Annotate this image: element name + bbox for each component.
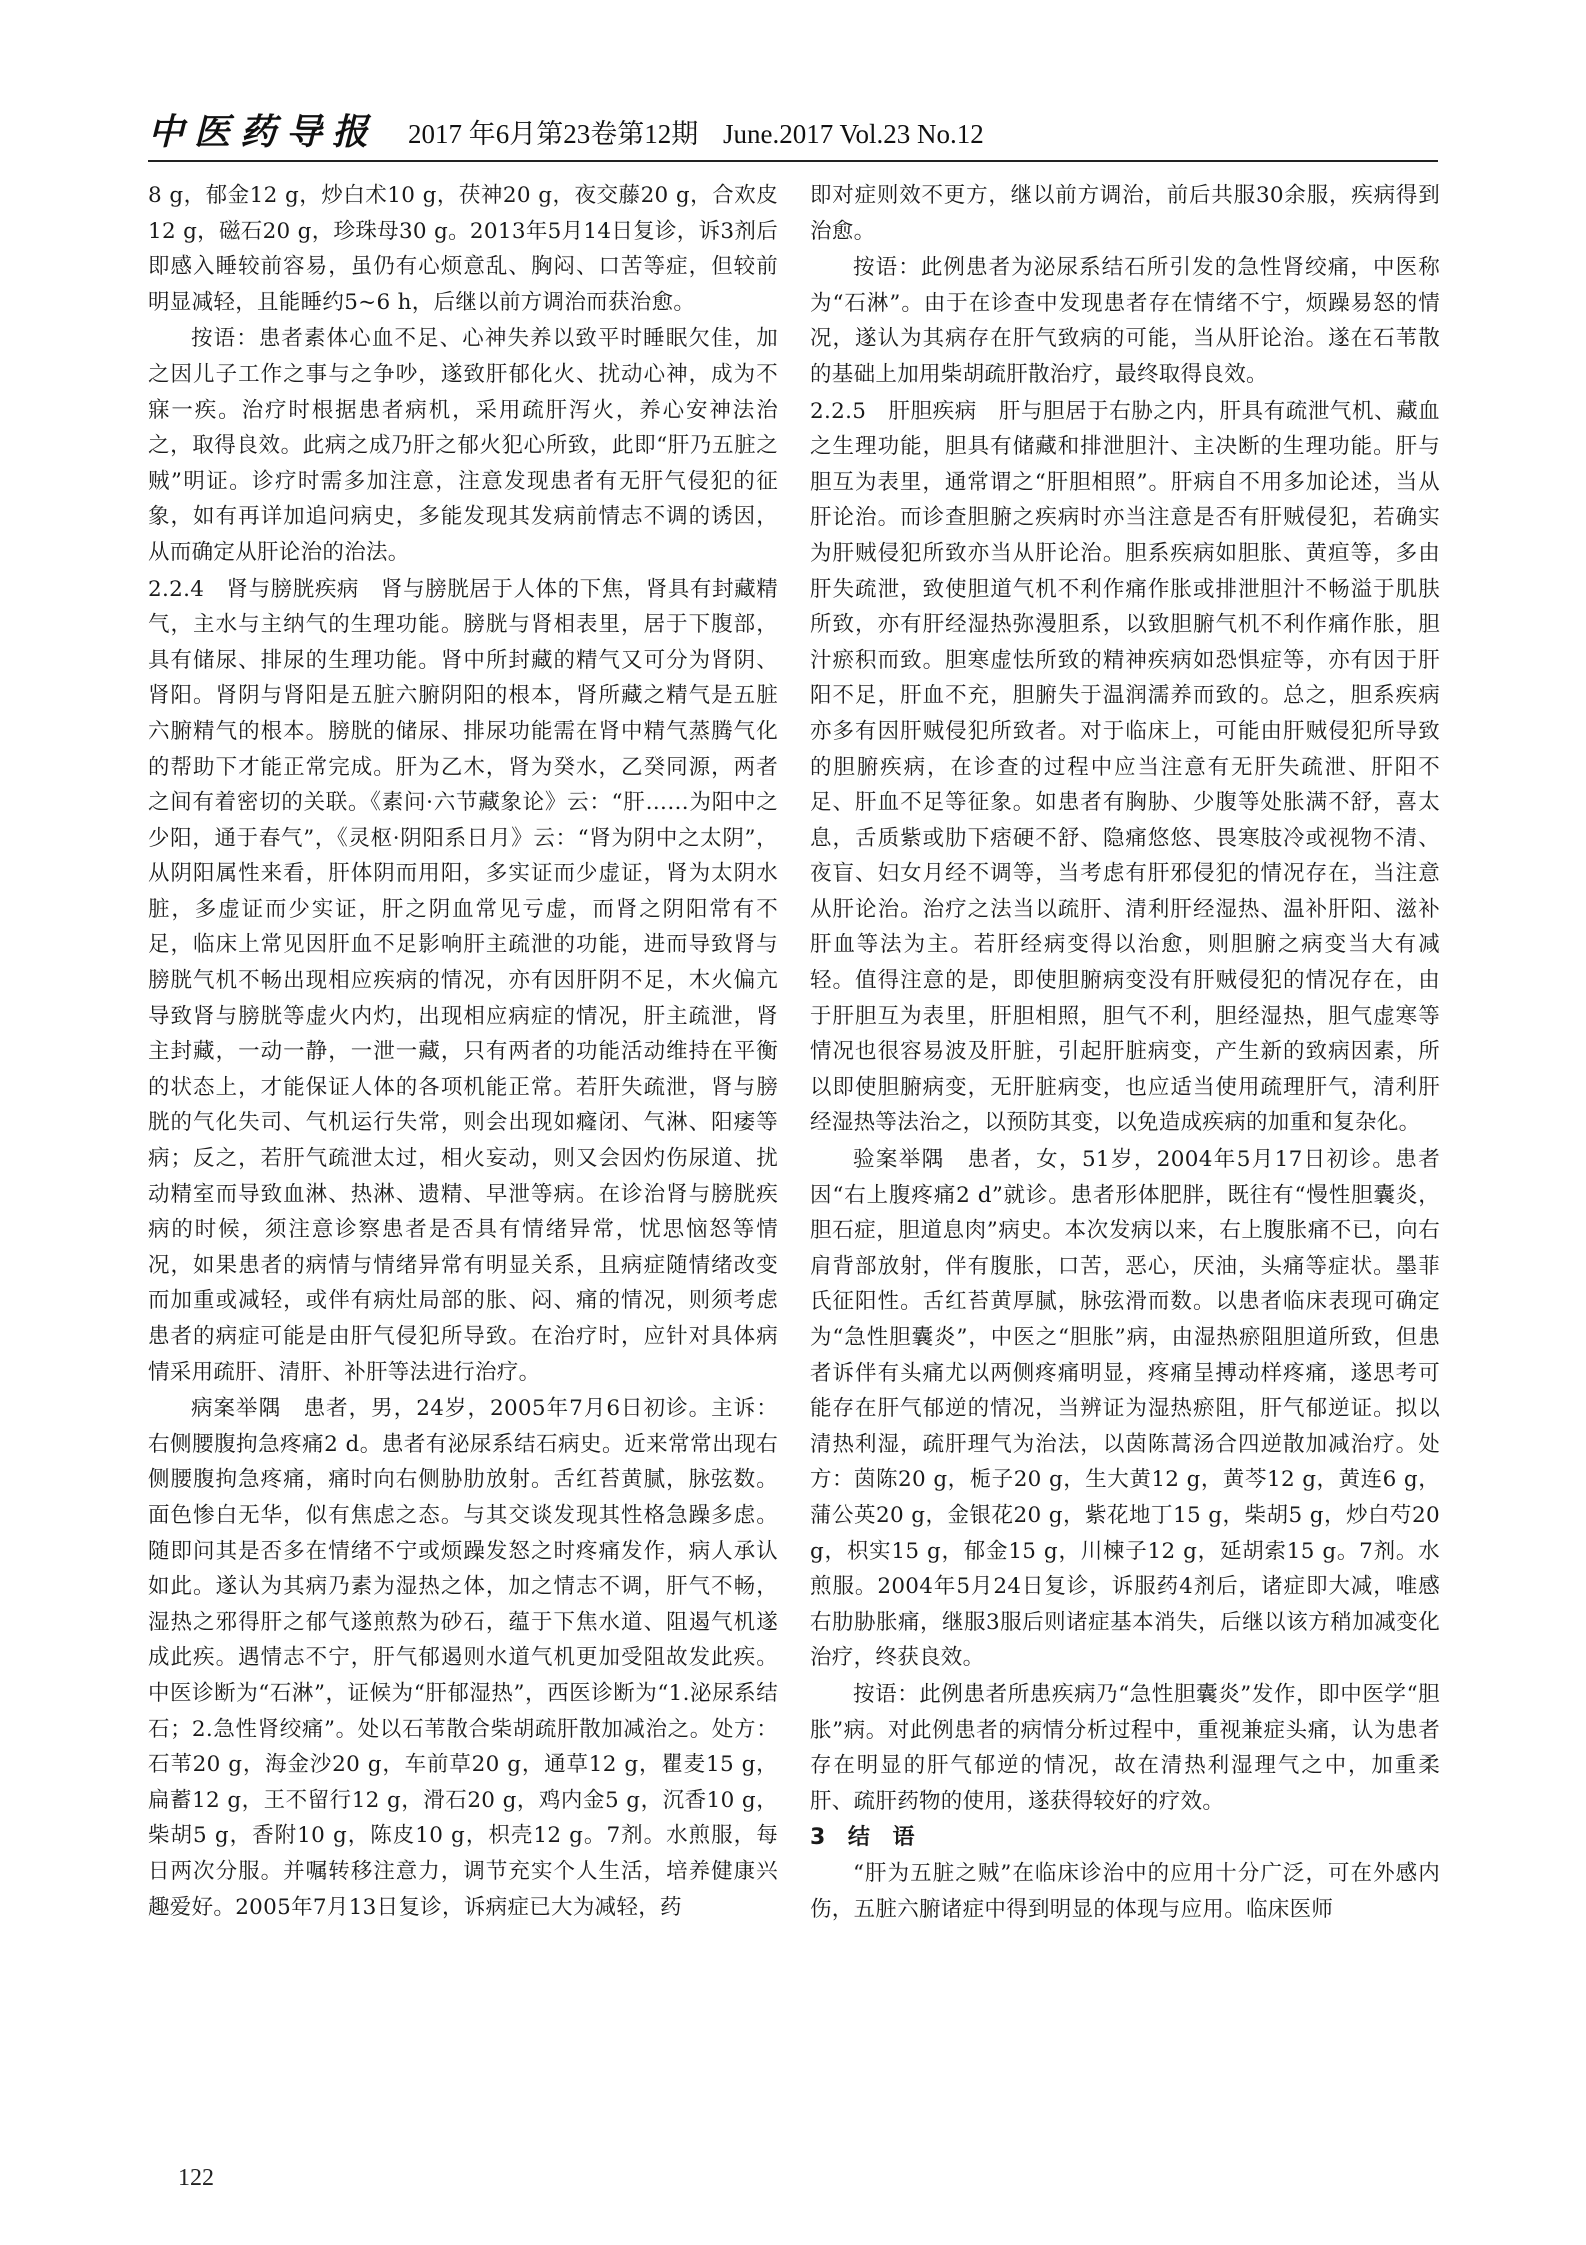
issue-en: June.2017 Vol.23 No.12 — [723, 119, 984, 149]
issue-cn: 2017 年6月第23卷第12期 — [408, 119, 699, 149]
paragraph: 按语：此例患者为泌尿系结石所引发的急性肾绞痛，中医称为“石淋”。由于在诊查中发现患者存在情绪不宁，烦躁易怒的情况，遂认为其病存在肝气致病的可能，当从肝论治。遂在石苇散的基础上加用柴胡疏肝散治疗，最终取得良效。 — [810, 255, 1440, 387]
page-header — [148, 110, 1438, 152]
paragraph: 8 g，郁金12 g，炒白术10 g，茯神20 g，夜交藤20 g，合欢皮12 g，磁石20 g，珍珠母30 g。2013年5月14日复诊，诉3剂后即感入睡较前容易，虽仍有心烦意乱、胸闷、口苦等症，但较前明显减轻，且能睡约5~6 h，后继以前方调治而获治愈。 — [148, 183, 778, 315]
section-body: 肝与胆居于右胁之内，肝具有疏泄气机、藏血之生理功能，胆具有储藏和排泄胆汁、主决断的生理功能。肝与胆互为表里，通常谓之“肝胆相照”。肝病自不用多加论述，当从肝论治。而诊查胆腑之疾病时亦当注意是否有肝贼侵犯，若确实为肝贼侵犯所致亦当从肝论治。胆系疾病如胆胀、黄疸等，多由肝失疏泄，致使胆道气机不利作痛作胀或排泄胆汁不畅溢于肌肤所致，亦有肝经湿热弥漫胆系，以致胆腑气机不利作痛作胀，胆汁瘀积而致。胆寒虚怯所致的精神疾病如恐惧症等，亦有因于肝阳不足，肝血不充，胆腑失于温润濡养而致的。总之，胆系疾病亦多有因肝贼侵犯所致者。对于临床上，可能由肝贼侵犯所导致的胆腑疾病，在诊查的过程中应当注意有无肝失疏泄、肝阳不足、肝血不足等征象。如患者有胸胁、少腹等处胀满不舒，喜太息，舌质紫或肋下痞硬不舒、隐痛悠悠、畏寒肢冷或视物不清、夜盲、妇女月经不调等，当考虑有肝邪侵犯的情况存在，当注意从肝论治。治疗之法当以疏肝、清利肝经湿热、温补肝阳、滋补肝血等法为主。若肝经病变得以治愈，则胆腑之病变当大有减轻。值得注意的是，即使胆腑病变没有肝贼侵犯的情况存在，由于肝胆互为表里，肝胆相照，胆气不利，胆经湿热，胆气虚寒等情况也很容易波及肝脏，引起肝脏病变，产生新的致病因素，所以即使胆腑病变，无肝脏病变，也应适当使用疏理肝气，清利肝经湿热等法治之，以预防其变，以免造成疾病的加重和复杂化。 — [810, 398, 1440, 1136]
section-body: 肾与膀胱居于人体的下焦，肾具有封藏精气，主水与主纳气的生理功能。膀胱与肾相表里，居于下腹部，具有储尿、排尿的生理功能。肾中所封藏的精气又可分为肾阴、肾阳。肾阴与肾阳是五脏六腑阴阳的根本，肾所藏之精气是五脏六腑精气的根本。膀胱的储尿、排尿功能需在肾中精气蒸腾气化的帮助下才能正常完成。肝为乙木，肾为癸水，乙癸同源，两者之间有着密切的关联。《素问·六节藏象论》云：“肝……为阳中之少阳，通于春气”，《灵枢·阴阳系日月》云：“肾为阴中之太阴”，从阴阳属性来看，肝体阴而用阳，多实证而少虚证，肾为太阴水脏，多虚证而少实证，肝之阴血常见亏虚，而肾之阴阳常有不足，临床上常见因肝血不足影响肝主疏泄的功能，进而导致肾与膀胱气机不畅出现相应疾病的情况，亦有因肝阴不足，木火偏亢导致肾与膀胱等虚火内灼，出现相应病症的情况，肝主疏泄，肾主封藏，一动一静，一泄一藏，只有两者的功能活动维持在平衡的状态上，才能保证人体的各项机能正常。若肝失疏泄，肾与膀胱的气化失司、气机运行失常，则会出现如癃闭、气淋、阳痿等病；反之，若肝气疏泄太过，相火妄动，则又会因灼伤尿道、扰动精室而导致血淋、热淋、遗精、早泄等病。在诊治肾与膀胱疾病的时候，须注意诊察患者是否具有情绪异常，忧思恼怒等情况，如果患者的病情与情绪异常有明显关系，且病症随情绪改变而加重或减轻，或伴有病灶局部的胀、闷、痛的情况，则须考虑患者的病症可能是由肝气侵犯所导致。在治疗时，应针对具体病情采用疏肝、清肝、补肝等法进行治疗。 — [148, 576, 778, 1385]
section-heading: 2.2.4 肾与膀胱疾病 — [148, 576, 359, 602]
header-rule — [148, 160, 1438, 162]
paragraph: 即对症则效不更方，继以前方调治，前后共服30余服，疾病得到治愈。 — [810, 183, 1440, 244]
right-column — [810, 178, 1440, 1928]
section-2-2-5 — [810, 394, 1440, 1141]
page-number: 122 — [178, 2165, 214, 2191]
section-2-2-4 — [148, 572, 778, 1391]
paragraph: 按语：患者素体心血不足、心神失养以致平时睡眠欠佳，加之因儿子工作之事与之争吵，遂致肝郁化火、扰动心神，成为不寐一疾。治疗时根据患者病机，采用疏肝泻火，养心安神法治之，取得良效。此病之成乃肝之郁火犯心所致，此即“肝乃五脏之贼”明证。诊疗时需多加注意，注意发现患者有无肝气侵犯的征象，如有再详加追问病史，多能发现其发病前情志不调的诱因，从而确定从肝论治的治法。 — [148, 326, 778, 565]
issue-info — [408, 116, 1002, 152]
journal-logo: 中医药导报 — [148, 111, 379, 153]
case-paragraph: 病案举隅 患者，男，24岁，2005年7月6日初诊。主诉：右侧腰腹拘急疼痛2 d。患者有泌尿系结石病史。近来常常出现右侧腰腹拘急疼痛，痛时向右侧胁肋放射。舌红苔黄腻，脉弦数。面色惨白无华，似有焦虑之态。与其交谈发现其性格急躁多虑。随即问其是否多在情绪不宁或烦躁发怒之时疼痛发作，病人承认如此。遂认为其病乃素为湿热之体，加之情志不调，肝气不畅，湿热之邪得肝之郁气遂煎熬为砂石，蕴于下焦水道、阻遏气机遂成此疾。遇情志不宁，肝气郁遏则水道气机更加受阻故发此疾。中医诊断为“石淋”，证候为“肝郁湿热”，西医诊断为“1.泌尿系结石；2.急性肾绞痛”。处以石苇散合柴胡疏肝散加减治之。处方：石苇20 g，海金沙20 g，车前草20 g，通草12 g，瞿麦15 g，扁蓄12 g，王不留行12 g，滑石20 g，鸡内金5 g，沉香10 g，柴胡5 g，香附10 g，陈皮10 g，枳壳12 g。7剂。水煎服，每日两次分服。并嘱转移注意力，调节充实个人生活，培养健康兴趣爱好。2005年7月13日复诊，诉病症已大为减轻，药 — [148, 1396, 778, 1920]
case-paragraph: 验案举隅 患者，女，51岁，2004年5月17日初诊。患者因“右上腹疼痛2 d”就诊。患者形体肥胖，既往有“慢性胆囊炎，胆石症，胆道息肉”病史。本次发病以来，右上腹胀痛不已，向右肩背部放射，伴有腹胀，口苦，恶心，厌油，头痛等症状。墨菲氏征阳性。舌红苔黄厚腻，脉弦滑而数。以患者临床表现可确定为“急性胆囊炎”，中医之“胆胀”病，由湿热瘀阻胆道所致，但患者诉伴有头痛尤以两侧疼痛明显，疼痛呈搏动样疼痛，遂思考可能存在肝气郁逆的情况，当辨证为湿热瘀阻，肝气郁逆证。拟以清热利湿，疏肝理气为治法，以茵陈蒿汤合四逆散加减治疗。处方：茵陈20 g，栀子20 g，生大黄12 g，黄芩12 g，黄连6 g，蒲公英20 g，金银花20 g，紫花地丁15 g，柴胡5 g，炒白芍20 g，枳实15 g，郁金15 g，川楝子12 g，延胡索15 g。7剂。水煎服。2004年5月24日复诊，诉服药4剂后，诸症即大减，唯感右肋胁胀痛，继服3服后则诸症基本消失，后继以该方稍加减变化治疗，终获良效。 — [810, 1147, 1440, 1671]
section-3-heading: 3 结 语 — [810, 1825, 915, 1851]
left-column — [148, 178, 778, 1926]
paragraph: “肝为五脏之贼”在临床诊治中的应用十分广泛，可在外感内伤，五脏六腑诸症中得到明显的体现与应用。临床医师 — [810, 1860, 1440, 1922]
paragraph: 按语：此例患者所患疾病乃“急性胆囊炎”发作，即中医学“胆胀”病。对此例患者的病情分析过程中，重视兼症头痛，认为患者存在明显的肝气郁逆的情况，故在清热利湿理气之中，加重柔肝、疏肝药物的使用，遂获得较好的疗效。 — [810, 1681, 1440, 1814]
section-heading: 2.2.5 肝胆疾病 — [810, 398, 977, 424]
